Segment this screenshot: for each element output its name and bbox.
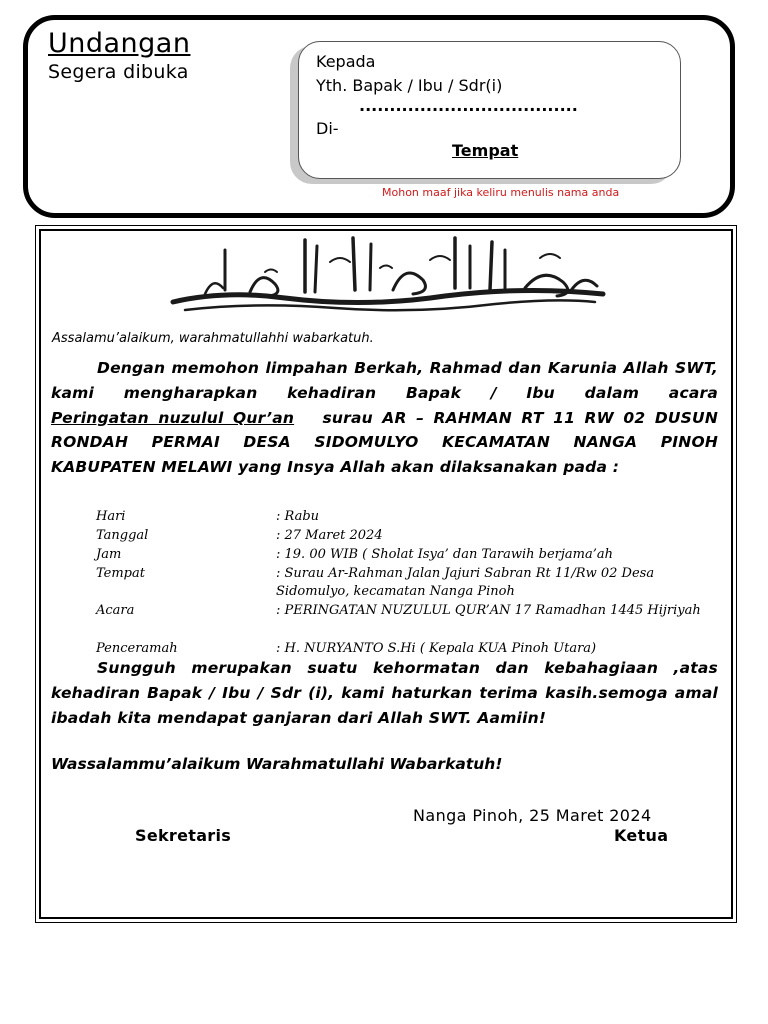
signature-chair: Ketua: [614, 826, 669, 845]
address-recipient: Yth. Bapak / Ibu / Sdr(i): [316, 76, 503, 95]
thanks-paragraph: Sungguh merupakan suatu kehormatan dan kebahagiaan ,atas kehadiran Bapak / Ibu / Sdr (i), kami haturkan terima kasih.semoga amal ibadah kita mendapat ganjaran dari Allah SWT. Aamiin!: [51, 659, 718, 727]
detail-value-place: : Surau Ar-Rahman Jalan Jajuri Sabran Rt 11/Rw 02 Desa Sidomulyo, kecamatan Nanga Pinoh: [276, 566, 655, 599]
apology-note: Mohon maaf jika keliru menulis nama anda: [382, 186, 620, 199]
detail-value-day: : Rabu: [276, 509, 320, 524]
detail-label-day: Hari: [96, 509, 126, 524]
detail-value-event: : PERINGATAN NUZULUL QUR’AN 17 Ramadhan 1445 Hijriyah: [276, 603, 701, 618]
detail-label-place: Tempat: [96, 566, 145, 581]
intro-text: Dengan memohon limpahan Berkah, Rahmad dan Karunia Allah SWT, kami mengharapkan kehadiran Bapak / Ibu dalam acara: [51, 359, 718, 402]
invitation-subtitle: Segera dibuka: [48, 61, 189, 83]
detail-label-date: Tanggal: [96, 528, 149, 543]
event-name: Peringatan nuzulul Qur’an: [51, 408, 295, 427]
address-location: Tempat: [452, 141, 519, 160]
bismillah-calligraphy: [165, 232, 610, 318]
closing-greeting: Wassalammu’alaikum Warahmatullahi Wabarkatuh!: [51, 755, 503, 773]
detail-label-speaker: Penceramah: [96, 641, 178, 656]
address-to: Kepada: [316, 52, 376, 71]
address-location-prefix: Di-: [316, 119, 339, 138]
detail-label-time: Jam: [96, 547, 122, 562]
signature-secretary: Sekretaris: [135, 826, 232, 845]
place-date: Nanga Pinoh, 25 Maret 2024: [413, 806, 652, 825]
detail-value-time: : 19. 00 WIB ( Sholat Isya’ dan Tarawih berjama’ah: [276, 547, 614, 562]
address-name-blank: ....................................: [359, 96, 578, 115]
detail-value-speaker: : H. NURYANTO S.Hi ( Kepala KUA Pinoh Utara): [276, 641, 597, 656]
opening-greeting: Assalamu’alaikum, warahmatullahhi wabarkatuh.: [52, 331, 374, 346]
intro-paragraph: [51, 356, 718, 480]
detail-label-event: Acara: [96, 603, 135, 618]
event-location-text: surau AR – RAHMAN RT 11 RW 02 DUSUN RONDAH PERMAI DESA SIDOMULYO KECAMATAN NANGA PINOH KABUPATEN MELAWI yang Insya Allah akan dilaksanakan pada :: [51, 408, 718, 477]
detail-value-date: : 27 Maret 2024: [276, 528, 383, 543]
invitation-title: Undangan: [48, 28, 191, 59]
